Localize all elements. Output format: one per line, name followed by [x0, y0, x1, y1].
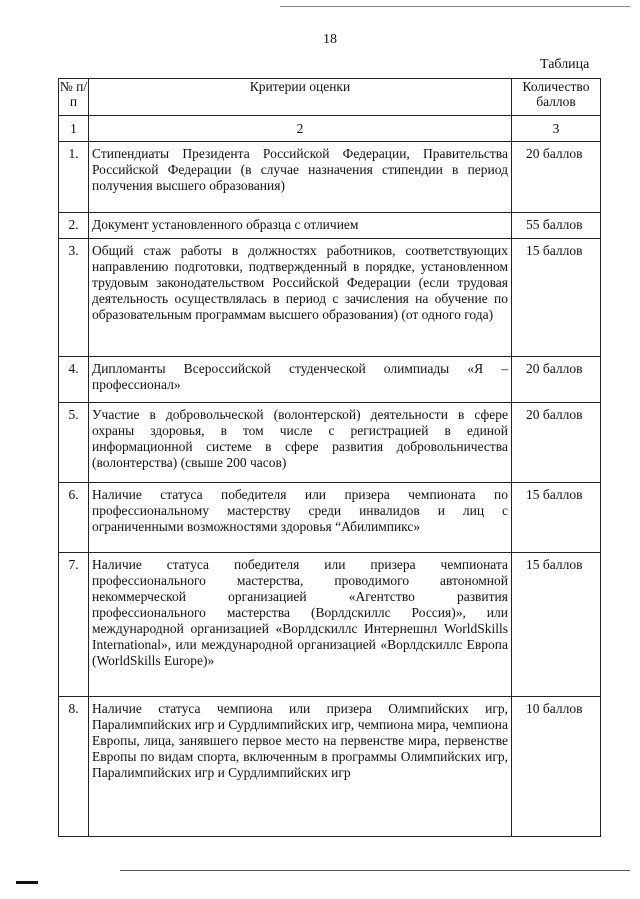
row-number: 7. — [59, 553, 89, 697]
page-edge-line — [280, 6, 630, 7]
table-row — [59, 357, 601, 403]
row-criteria: Общий стаж работы в должностях работников, соответствующих направлению подготовки, подтвержденный в порядке, установленном трудовым законодательством Российской Федерации (если трудовая деятельность осуществлялась в период с зачисления на обучение по образовательным программам высшего образования) (от одного года) — [89, 239, 512, 357]
row-number: 6. — [59, 483, 89, 553]
header-points: Количество баллов — [512, 79, 601, 116]
row-criteria: Документ установленного образца с отличием — [89, 213, 512, 239]
row-number: 2. — [59, 213, 89, 239]
row-points: 15 баллов — [512, 239, 601, 357]
header-row — [59, 79, 601, 116]
table-row — [59, 553, 601, 697]
table-label: Таблица — [540, 57, 590, 72]
column-index: 2 — [89, 116, 512, 142]
table-row — [59, 213, 601, 239]
row-points: 20 баллов — [512, 403, 601, 483]
table-row — [59, 239, 601, 357]
column-index-row — [59, 116, 601, 142]
table-row — [59, 697, 601, 837]
header-criteria: Критерии оценки — [89, 79, 512, 116]
row-number: 1. — [59, 142, 89, 213]
row-criteria: Стипендиаты Президента Российской Федерации, Правительства Российской Федерации (в случае назначения стипендии в период получения высшего образования) — [89, 142, 512, 213]
page-number: 18 — [323, 32, 337, 47]
row-points: 20 баллов — [512, 357, 601, 403]
row-number: 8. — [59, 697, 89, 837]
row-points: 10 баллов — [512, 697, 601, 837]
row-number: 5. — [59, 403, 89, 483]
row-criteria: Наличие статуса чемпиона или призера Олимпийских игр, Паралимпийских игр и Сурдлимпийских игр, чемпиона мира, чемпиона Европы, лица, занявшего первое место на первенстве мира, первенстве Европы по видам спорта, включенным в программы Олимпийских игр, Паралимпийских игр и Сурдлимпийских игр — [89, 697, 512, 837]
row-points: 15 баллов — [512, 483, 601, 553]
criteria-table — [58, 78, 601, 837]
row-criteria: Участие в добровольческой (волонтерской) деятельности в сфере охраны здоровья, в том числе с регистрацией в единой информационной системе в сфере развития добровольничества (волонтерства) (свыше 200 часов) — [89, 403, 512, 483]
table-row — [59, 142, 601, 213]
column-index: 3 — [512, 116, 601, 142]
table-row — [59, 483, 601, 553]
row-number: 4. — [59, 357, 89, 403]
row-points: 55 баллов — [512, 213, 601, 239]
scan-mark — [16, 881, 38, 884]
column-index: 1 — [59, 116, 89, 142]
row-points: 20 баллов — [512, 142, 601, 213]
table-row — [59, 403, 601, 483]
header-number: № п/п — [59, 79, 89, 116]
page-edge-line — [120, 870, 630, 871]
row-criteria: Дипломанты Всероссийской студенческой олимпиады «Я – профессионал» — [89, 357, 512, 403]
row-criteria: Наличие статуса победителя или призера чемпионата профессионального мастерства, проводимого автономной некоммерческой организацией «Агентство развития профессионального мастерства (Ворлдскиллс Россия)», или международной организацией «Ворлдскиллс Интернешнл WorldSkills International», или международной организацией «Ворлдскиллс Европа (WorldSkills Europe)» — [89, 553, 512, 697]
row-criteria: Наличие статуса победителя или призера чемпионата по профессиональному мастерству среди инвалидов и лиц с ограниченными возможностями здоровья “Абилимпикс» — [89, 483, 512, 553]
row-points: 15 баллов — [512, 553, 601, 697]
row-number: 3. — [59, 239, 89, 357]
